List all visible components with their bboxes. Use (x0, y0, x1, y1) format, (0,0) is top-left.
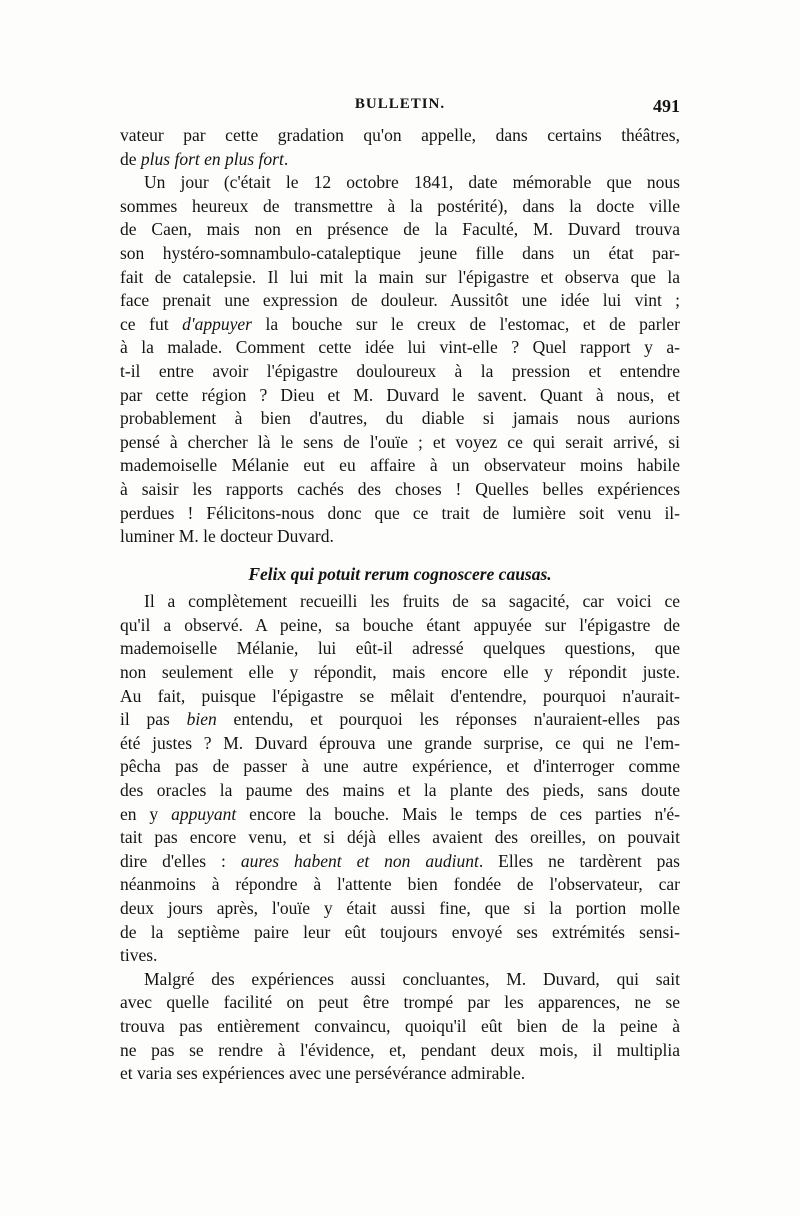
text-line: pensé à chercher là le sens de l'ouïe ; et voyez ce qui serait arrivé, si (120, 431, 680, 452)
running-title: BULLETIN. (354, 96, 446, 112)
text-line: mademoiselle Mélanie, lui eût-il adressé quelques questions, que (120, 638, 680, 659)
text-line: de plus fort en plus fort. (120, 148, 289, 169)
text-line: fait de catalepsie. Il lui mit la main sur l'épigastre et observa que la (120, 266, 680, 287)
text-line: de la septième paire leur eût toujours envoyé ses extrémités sensi- (120, 921, 680, 942)
text-line: sommes heureux de transmettre à la postérité), dans la docte ville (120, 195, 680, 216)
text-line: probablement à bien d'autres, du diable si jamais nous aurions (120, 408, 680, 429)
paragraph-4 (120, 968, 680, 1086)
text-line: et varia ses expériences avec une persévérance admirable. (120, 1063, 526, 1084)
verse-spacer-top (120, 549, 680, 563)
paragraph-2 (120, 171, 680, 549)
text-line: luminer M. le docteur Duvard. (120, 526, 334, 547)
text-line: non seulement elle y répondit, mais encore elle y répondit juste. (120, 662, 680, 683)
text-line: Au fait, puisque l'épigastre se mêlait d'entendre, pourquoi n'aurait- (120, 685, 680, 706)
text-line: son hystéro-somnambulo-cataleptique jeune fille dans un état par- (120, 242, 680, 263)
text-line: il pas bien entendu, et pourquoi les réponses n'auraient-elles pas (120, 709, 680, 730)
text-line: pêcha pas de passer à une autre expérience, et d'interroger comme (120, 756, 680, 777)
paragraph-3 (120, 590, 680, 968)
text-line: Il a complètement recueilli les fruits de sa sagacité, car voici ce (144, 591, 680, 612)
text-line: en y appuyant encore la bouche. Mais le temps de ces parties n'é- (120, 803, 680, 824)
text-line: à la malade. Comment cette idée lui vint-elle ? Quel rapport y a- (120, 337, 680, 358)
text-line: dire d'elles : aures habent et non audiunt. Elles ne tardèrent pas (120, 850, 680, 871)
text-line: été justes ? M. Duvard éprouva une grande surprise, ce qui ne l'em- (120, 732, 680, 753)
text-line: t-il entre avoir l'épigastre douloureux à la pression et entendre (120, 360, 680, 381)
text-line: de Caen, mais non en présence de la Faculté, M. Duvard trouva (120, 219, 680, 240)
text-line: avec quelle facilité on peut être trompé par les apparences, ne se (120, 992, 680, 1013)
text-line: face prenait une expression de douleur. Aussitôt une idée lui vint ; (120, 290, 680, 311)
paragraph-1 (120, 124, 680, 171)
text-line: deux jours après, l'ouïe y était aussi fine, que si la portion molle (120, 898, 680, 918)
text-line: ne pas se rendre à l'évidence, et, pendant deux mois, il multiplia (120, 1039, 680, 1060)
text-line: néanmoins à répondre à l'attente bien fondée de l'observateur, car (120, 874, 680, 895)
text-line: trouva pas entièrement convaincu, quoiqu'il eût bien de la peine à (120, 1015, 680, 1036)
text-line: Un jour (c'était le 12 octobre 1841, date mémorable que nous (144, 172, 680, 193)
text-line: perdues ! Félicitons-nous donc que ce trait de lumière soit venu il- (120, 502, 680, 523)
text-line: tait pas encore venu, et si déjà elles avaient des oreilles, on pouvait (120, 827, 680, 848)
page-number: 491 (653, 96, 680, 116)
body-text (120, 124, 680, 1086)
text-line: des oracles la paume des mains et la plante des pieds, sans doute (120, 780, 680, 801)
latin-verse: Felix qui potuit rerum cognoscere causas. (248, 563, 552, 584)
text-line: à saisir les rapports cachés des choses ! Quelles belles expériences (120, 478, 680, 499)
text-line: tives. (120, 945, 158, 966)
text-line: qu'il a observé. A peine, sa bouche étant appuyée sur l'épigastre de (120, 614, 680, 635)
text-line: vateur par cette gradation qu'on appelle, dans certains théâtres, (120, 125, 680, 145)
text-line: ce fut d'appuyer la bouche sur le creux de l'estomac, et de parler (120, 313, 680, 334)
running-head (120, 96, 680, 122)
text-line: par cette région ? Dieu et M. Duvard le savent. Quant à nous, et (120, 384, 680, 405)
text-line: mademoiselle Mélanie eut eu affaire à un observateur moins habile (120, 455, 680, 476)
text-line: Malgré des expériences aussi concluantes, M. Duvard, qui sait (144, 968, 680, 989)
